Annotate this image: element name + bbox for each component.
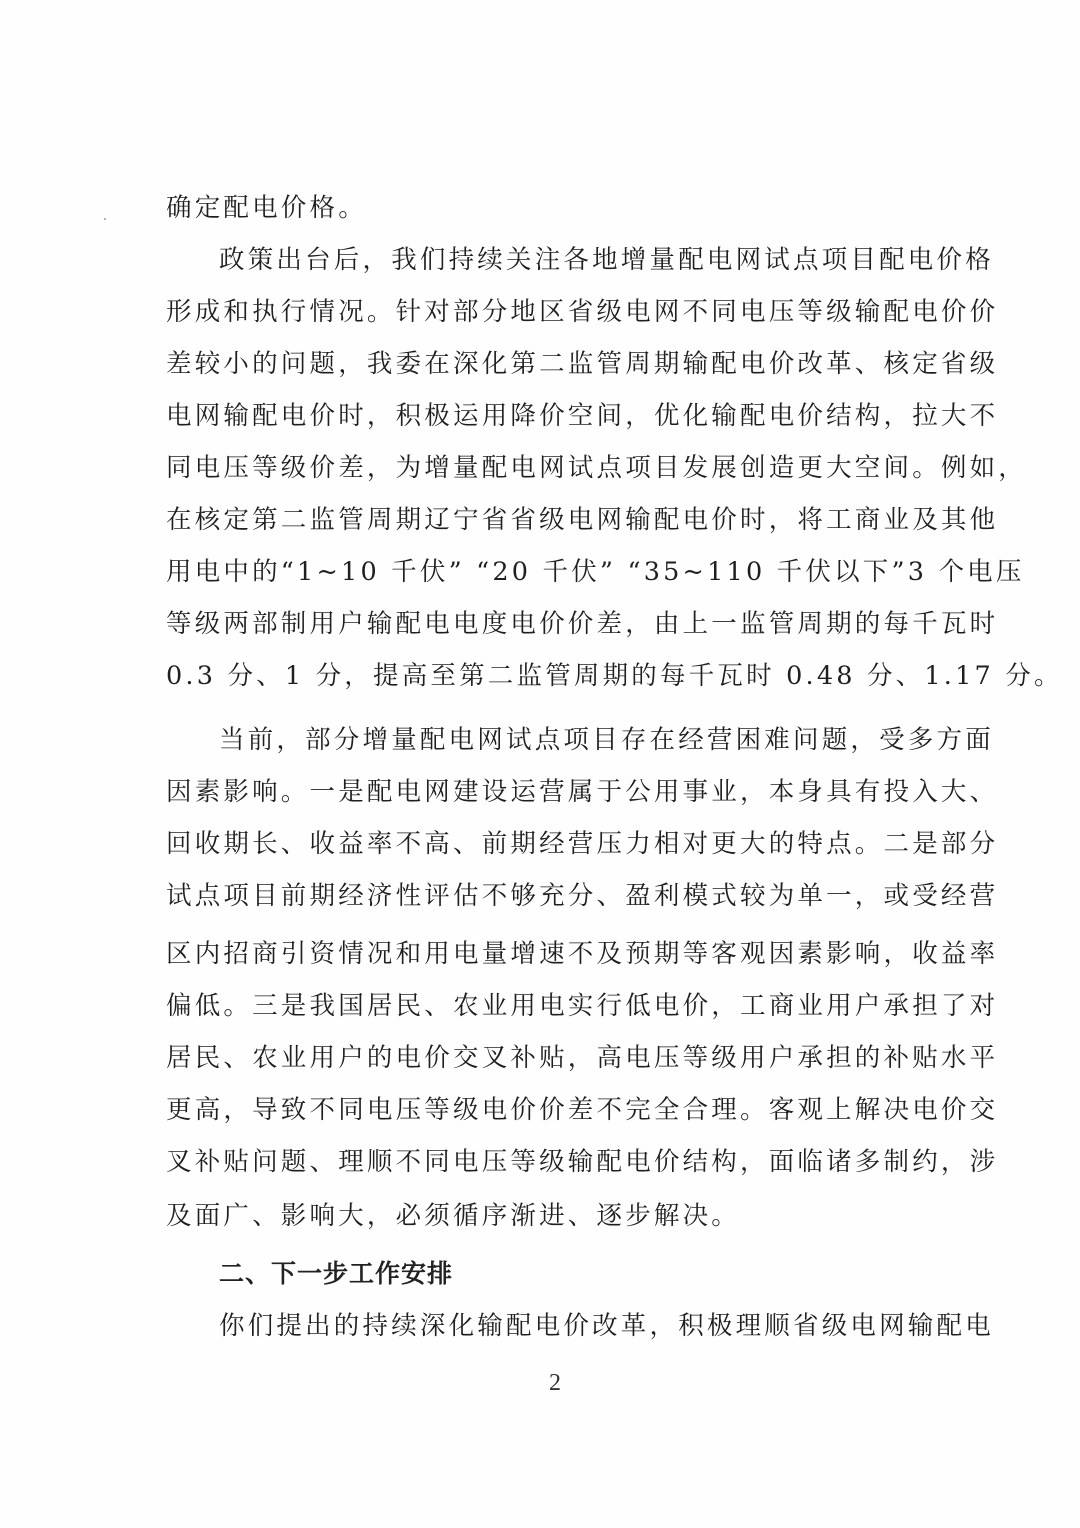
text-line: 及面广、影响大，必须循序渐进、逐步解决。 xyxy=(166,1201,741,1231)
text-line: 形成和执行情况。针对部分地区省级电网不同电压等级输配电价价 xyxy=(166,297,999,327)
text-line: 用电中的“1~10 千伏” “20 千伏” “35~110 千伏以下”3 个电压 xyxy=(166,557,1025,587)
text-line: 等级两部制用户输配电电度电价价差，由上一监管周期的每千瓦时 xyxy=(166,609,999,639)
text-line: 叉补贴问题、理顺不同电压等级输配电价结构，面临诸多制约，涉 xyxy=(166,1147,999,1177)
text-line: 同电压等级价差，为增量配电网试点项目发展创造更大空间。例如， xyxy=(166,453,1028,483)
section-heading: 二、下一步工作安排 xyxy=(219,1259,454,1288)
text-line: 偏低。三是我国居民、农业用电实行低电价，工商业用户承担了对 xyxy=(166,991,999,1021)
text-line: 在核定第二监管周期辽宁省省级电网输配电价时，将工商业及其他 xyxy=(166,505,999,535)
paragraph-first-line: 你们提出的持续深化输配电价改革，积极理顺省级电网输配电 xyxy=(219,1311,994,1341)
text-line: 回收期长、收益率不高、前期经营压力相对更大的特点。二是部分 xyxy=(166,829,999,859)
text-line: 差较小的问题，我委在深化第二监管周期输配电价改革、核定省级 xyxy=(166,349,999,379)
paragraph-first-line: 政策出台后，我们持续关注各地增量配电网试点项目配电价格 xyxy=(219,245,994,275)
scan-speck xyxy=(104,218,106,220)
paragraph-first-line: 当前，部分增量配电网试点项目存在经营困难问题，受多方面 xyxy=(219,725,994,755)
text-line: 区内招商引资情况和用电量增速不及预期等客观因素影响，收益率 xyxy=(166,939,999,969)
text-line: 更高，导致不同电压等级电价价差不完全合理。客观上解决电价交 xyxy=(166,1095,999,1125)
text-line: 试点项目前期经济性评估不够充分、盈利模式较为单一，或受经营 xyxy=(166,881,999,911)
text-line: 居民、农业用户的电价交叉补贴，高电压等级用户承担的补贴水平 xyxy=(166,1043,999,1073)
text-line: 0.3 分、1 分，提高至第二监管周期的每千瓦时 0.48 分、1.17 分。 xyxy=(166,661,1063,691)
text-line: 因素影响。一是配电网建设运营属于公用事业，本身具有投入大、 xyxy=(166,777,999,807)
page-number: 2 xyxy=(549,1370,561,1396)
text-line: 确定配电价格。 xyxy=(166,193,367,223)
text-line: 电网输配电价时，积极运用降价空间，优化输配电价结构，拉大不 xyxy=(166,401,999,431)
